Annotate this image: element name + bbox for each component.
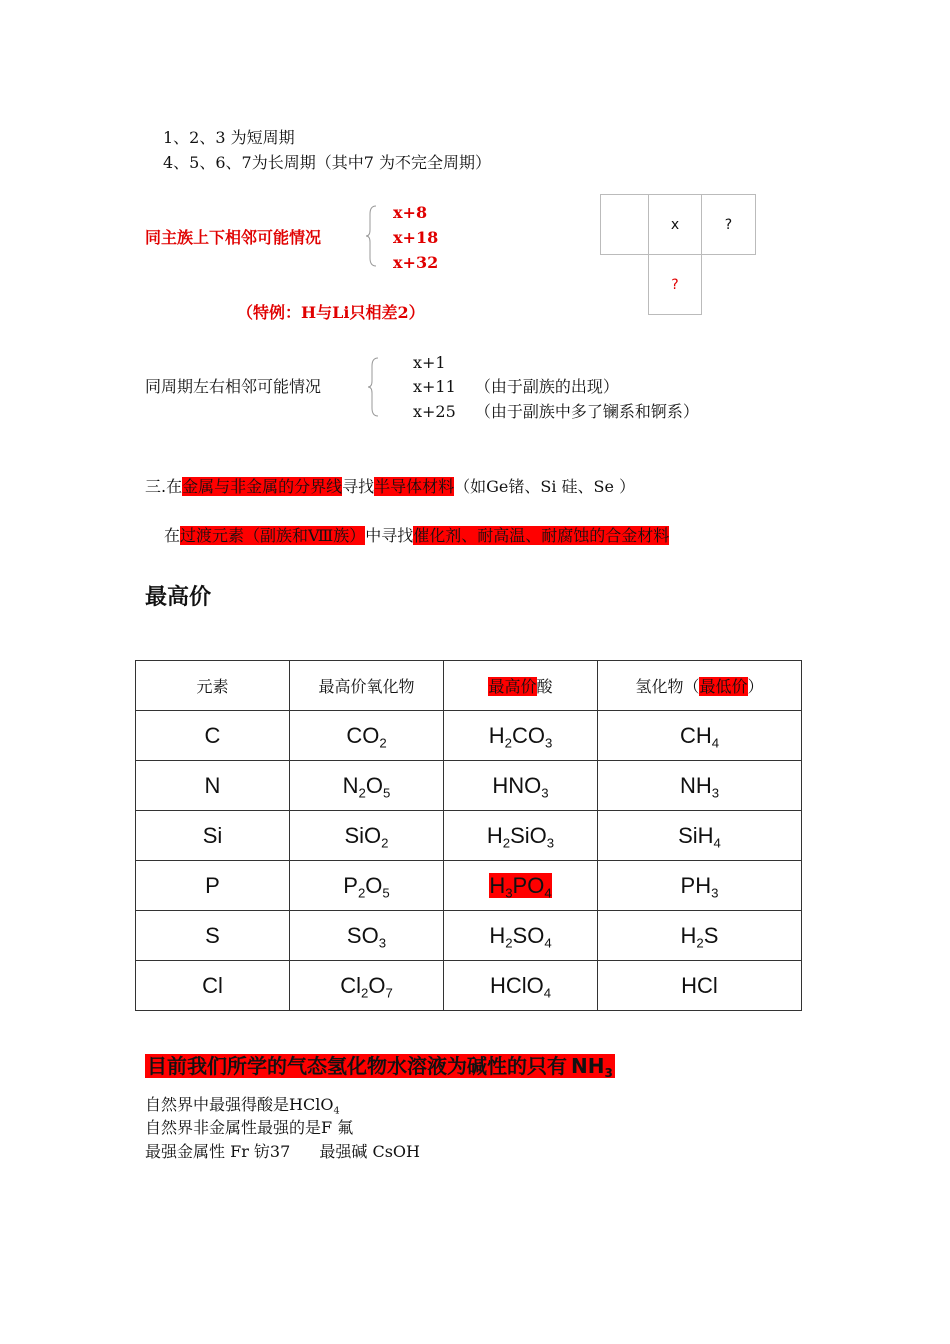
formula-subscript: 2 (381, 835, 389, 851)
formula-acid (486, 822, 555, 851)
table-row (136, 861, 802, 911)
formula-subscript: 2 (505, 935, 513, 951)
same-period-value-3: x+25 (413, 402, 456, 421)
formula-part: CH (679, 722, 712, 748)
fact-strongest-nonmetal: 自然界非金属性最强的是F 氟 (145, 1118, 354, 1137)
cell-acid (444, 911, 598, 961)
formula-part: PH (680, 872, 712, 898)
formula-part: SiO (510, 822, 547, 848)
formula-subscript: 3 (378, 935, 387, 951)
valence-table (135, 660, 802, 1011)
cell-hydride (598, 961, 802, 1011)
fact-strongest-metal-line (145, 1140, 420, 1164)
banner-text (145, 1054, 615, 1081)
formula-acid (492, 772, 549, 801)
formula-hydride (678, 822, 721, 851)
cell-element: C (136, 711, 290, 761)
formula-part: O (368, 972, 386, 998)
formula-acid (489, 872, 552, 901)
section3-highlight-boundary: 金属与非金属的分界线 (182, 477, 343, 496)
header-hydride (598, 661, 802, 711)
same-group-brace (364, 204, 378, 268)
table-header-row (136, 661, 802, 711)
formula-subscript: 2 (357, 885, 366, 901)
formula-subscript: 2 (502, 835, 511, 851)
formula-part: Cl (340, 972, 361, 998)
cell-oxide (290, 711, 444, 761)
section3-prefix: 三.在 (145, 477, 183, 496)
same-period-label: 同周期左右相邻可能情况 (145, 377, 322, 396)
formula-subscript: 2 (360, 985, 369, 1001)
formula-subscript: 3 (711, 885, 719, 901)
same-group-item-2: x+18 (393, 228, 439, 247)
formula-part: O (365, 772, 383, 798)
formula-part: H (489, 922, 506, 948)
formula-part: H (489, 872, 506, 898)
cell-oxide (290, 761, 444, 811)
same-period-note-3: （由于副族中多了镧系和锕系） (474, 402, 699, 421)
formula-part: SO (346, 922, 379, 948)
cell-oxide (290, 911, 444, 961)
formula-oxide (346, 922, 387, 951)
formula-subscript: 3 (711, 785, 720, 801)
formula-subscript: 5 (383, 785, 391, 801)
header-hydride-pre: 氢化物（ (635, 677, 700, 696)
header-hydride-post: ） (747, 677, 764, 696)
cell-hydride (598, 861, 802, 911)
same-group-note: （特例：H与Li只相差2） (237, 303, 425, 322)
formula-part: SiO (344, 822, 382, 848)
same-period-value-2: x+11 (413, 377, 456, 396)
formula-oxide (343, 872, 390, 901)
fact-strongest-acid-sub: 4 (333, 1105, 340, 1117)
formula-oxide (346, 722, 387, 751)
formula-oxide (342, 772, 391, 801)
formula-part: CO (346, 722, 380, 748)
formula-hydride (679, 772, 720, 801)
cell-oxide (290, 861, 444, 911)
cell-element: Si (136, 811, 290, 861)
formula-subscript: 3 (505, 885, 513, 901)
cell-acid (444, 811, 598, 861)
formula-subscript: 5 (382, 885, 390, 901)
formula-part: NH (679, 772, 712, 798)
same-group-label: 同主族上下相邻可能情况 (145, 228, 322, 247)
formula-subscript: 4 (543, 985, 552, 1001)
formula-part: N (342, 772, 359, 798)
formula-subscript: 4 (544, 935, 552, 951)
formula-subscript: 2 (358, 785, 366, 801)
formula-part: S (703, 922, 719, 948)
cell-element: N (136, 761, 290, 811)
formula-acid (488, 722, 553, 751)
transition-highlight-elements: 过渡元素（副族和Ⅷ族） (180, 526, 366, 545)
table-row (136, 711, 802, 761)
formula-subscript: 4 (544, 885, 552, 901)
formula-subscript: 7 (385, 985, 393, 1001)
formula-part: HClO (489, 972, 544, 998)
formula-subscript: 2 (504, 735, 512, 751)
header-acid (444, 661, 598, 711)
table-row (136, 961, 802, 1011)
fact-strongest-metal: 最强金属性 Fr 钫37 (145, 1142, 291, 1161)
formula-part: P (343, 872, 358, 898)
formula-part: SO (512, 922, 545, 948)
header-oxide: 最高价氧化物 (290, 661, 444, 711)
grid-cell-left (600, 194, 649, 255)
same-period-item-2 (413, 375, 619, 399)
cell-acid (444, 961, 598, 1011)
same-period-value-1: x+1 (413, 353, 446, 372)
section3-suffix: （如Ge锗、Si 硅、Se ） (454, 477, 636, 496)
formula-subscript: 3 (546, 835, 555, 851)
fact-strongest-base: 最强碱 CsOH (319, 1142, 421, 1161)
cell-oxide (290, 811, 444, 861)
section-heading: 最高价 (145, 585, 212, 610)
formula-hydride (681, 973, 718, 998)
table-row (136, 911, 802, 961)
formula-subscript: 3 (541, 785, 549, 801)
table-row (136, 811, 802, 861)
transition-highlight-materials: 催化剂、耐高温、耐腐蚀的合金材料 (413, 526, 670, 545)
formula-acid (489, 922, 552, 951)
cell-element: Cl (136, 961, 290, 1011)
short-period-line: 1、2、3 为短周期 (163, 128, 295, 147)
transition-mid: 中寻找 (365, 526, 414, 545)
header-hydride-highlight: 最低价 (699, 677, 748, 696)
section3-mid: 寻找 (342, 477, 375, 496)
formula-subscript: 4 (711, 735, 720, 751)
formula-part: PO (512, 872, 545, 898)
banner-formula: NH (571, 1054, 605, 1078)
cell-acid (444, 761, 598, 811)
same-group-item-3: x+32 (393, 253, 439, 272)
cell-element: S (136, 911, 290, 961)
formula-part: H (680, 922, 697, 948)
same-period-brace (366, 356, 380, 418)
transition-prefix: 在 (164, 526, 181, 545)
long-period-line: 4、5、6、7为长周期（其中7 为不完全周期） (163, 153, 491, 172)
formula-part: H (486, 822, 503, 848)
formula-part: HNO (492, 772, 542, 798)
cell-hydride (598, 911, 802, 961)
formula-part: H (488, 722, 505, 748)
formula-subscript: 2 (379, 735, 387, 751)
cell-hydride (598, 711, 802, 761)
basic-hydride-banner (145, 1050, 615, 1079)
section3-line (145, 475, 635, 499)
banner-sentence: 目前我们所学的气态氢化物水溶液为碱性的只有 (147, 1054, 567, 1078)
same-period-item-1 (413, 351, 446, 375)
fact-strongest-acid (145, 1093, 340, 1117)
formula-subscript: 2 (696, 935, 704, 951)
cell-hydride (598, 811, 802, 861)
formula-hydride (680, 872, 719, 901)
cell-acid (444, 711, 598, 761)
cell-element: P (136, 861, 290, 911)
header-acid-rest: 酸 (536, 677, 553, 696)
cell-hydride (598, 761, 802, 811)
banner-formula-sub: 3 (604, 1066, 613, 1081)
formula-subscript: 3 (544, 735, 553, 751)
transition-line (164, 524, 669, 548)
formula-acid (489, 972, 552, 1001)
fact-strongest-acid-text: 自然界中最强得酸是HClO (145, 1095, 334, 1114)
cell-acid (444, 861, 598, 911)
formula-hydride (680, 922, 719, 951)
formula-oxide (344, 822, 389, 851)
same-group-item-1: x+8 (393, 203, 428, 222)
grid-cell-right: ? (701, 194, 756, 255)
formula-part: O (365, 872, 383, 898)
formula-part: CO (511, 722, 545, 748)
grid-cell-below: ? (648, 254, 702, 315)
formula-part: SiH (678, 822, 714, 848)
table-row (136, 761, 802, 811)
formula-subscript: 4 (713, 835, 721, 851)
header-element: 元素 (136, 661, 290, 711)
formula-part: HCl (681, 972, 718, 998)
formula-hydride (679, 722, 720, 751)
cell-oxide (290, 961, 444, 1011)
section3-highlight-semiconductor: 半导体材料 (374, 477, 455, 496)
header-acid-highlight: 最高价 (488, 677, 537, 696)
grid-cell-center: x (648, 194, 702, 255)
same-period-item-3 (413, 400, 699, 424)
formula-oxide (340, 972, 393, 1001)
same-period-note-2: （由于副族的出现） (474, 377, 619, 396)
